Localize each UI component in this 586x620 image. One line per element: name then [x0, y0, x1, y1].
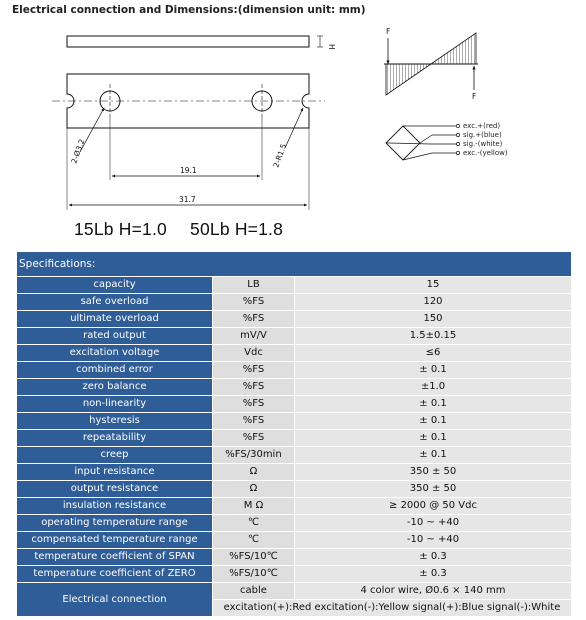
spec-unit: ℃	[213, 515, 295, 532]
spec-row	[17, 430, 572, 447]
spec-unit: %FS	[213, 379, 295, 396]
spec-row	[17, 362, 572, 379]
spec-value: ± 0.1	[295, 430, 572, 447]
side-view	[67, 36, 336, 50]
variant-50lb: 50Lb H=1.8	[190, 219, 284, 239]
force-bottom-label: F	[472, 92, 477, 101]
spec-row	[17, 498, 572, 515]
spec-value: ± 0.1	[295, 447, 572, 464]
spec-value: 1.5±0.15	[295, 328, 572, 345]
spec-value: -10 ~ +40	[295, 515, 572, 532]
spec-row	[17, 464, 572, 481]
spec-unit: %FS	[213, 413, 295, 430]
spec-name: operating temperature range	[17, 515, 213, 532]
top-view	[52, 74, 325, 210]
spec-unit: Vdc	[213, 345, 295, 362]
spec-row	[17, 277, 572, 294]
spec-unit: %FS	[213, 396, 295, 413]
spec-unit: Ω	[213, 464, 295, 481]
spec-value: ±1.0	[295, 379, 572, 396]
spec-row	[17, 294, 572, 311]
spec-row	[17, 481, 572, 498]
spec-name: temperature coefficient of ZERO	[17, 566, 213, 583]
spec-value: ± 0.1	[295, 362, 572, 379]
spec-row	[17, 549, 572, 566]
spec-value: ± 0.3	[295, 549, 572, 566]
cable-value: 4 color wire, Ø0.6 × 140 mm	[295, 583, 572, 600]
spec-row	[17, 566, 572, 583]
spec-name: repeatability	[17, 430, 213, 447]
spec-value: 15	[295, 277, 572, 294]
spec-row	[17, 311, 572, 328]
spec-name: input resistance	[17, 464, 213, 481]
spec-row	[17, 345, 572, 362]
dimension-drawing	[0, 0, 586, 250]
spec-unit: %FS	[213, 311, 295, 328]
cable-label: cable	[213, 583, 295, 600]
spec-value: 350 ± 50	[295, 481, 572, 498]
spec-title: Specifications:	[17, 252, 572, 277]
spec-name: non-linearity	[17, 396, 213, 413]
hole-dim-label: 2-Ø3.2	[69, 137, 87, 165]
section-heading: Electrical connection and Dimensions:(dimension unit: mm)	[12, 4, 366, 16]
spec-name: compensated temperature range	[17, 532, 213, 549]
force-top-label: F	[386, 27, 391, 36]
spec-name: insulation resistance	[17, 498, 213, 515]
variant-15lb: 15Lb H=1.0	[74, 219, 167, 239]
spec-name: hysteresis	[17, 413, 213, 430]
spec-value: ± 0.1	[295, 413, 572, 430]
spec-unit: %FS/10℃	[213, 549, 295, 566]
spec-unit: %FS/10℃	[213, 566, 295, 583]
center-dim-label: 19.1	[180, 166, 197, 175]
radius-dim-label: 2-R1.5	[271, 142, 289, 169]
wire-label-exc-minus: exc.-(yellow)	[463, 149, 508, 157]
spec-unit: ℃	[213, 532, 295, 549]
spec-name: Electrical connection	[17, 583, 213, 617]
spec-value: 150	[295, 311, 572, 328]
spec-name: ultimate overload	[17, 311, 213, 328]
spec-name: output resistance	[17, 481, 213, 498]
spec-unit: LB	[213, 277, 295, 294]
spec-unit: %FS/30min	[213, 447, 295, 464]
spec-value: ≤6	[295, 345, 572, 362]
wire-label-sig-plus: sig.+(blue)	[463, 131, 502, 139]
spec-unit: mV/V	[213, 328, 295, 345]
spec-row	[17, 328, 572, 345]
spec-value: ± 0.1	[295, 396, 572, 413]
wire-label-sig-minus: sig.-(white)	[463, 140, 503, 148]
spec-unit: M Ω	[213, 498, 295, 515]
spec-value: ≥ 2000 @ 50 Vdc	[295, 498, 572, 515]
spec-name: safe overload	[17, 294, 213, 311]
spec-row	[17, 396, 572, 413]
force-diagram	[384, 27, 478, 101]
spec-table	[16, 251, 572, 617]
spec-value: 350 ± 50	[295, 464, 572, 481]
spec-value: ± 0.3	[295, 566, 572, 583]
spec-header-row	[17, 252, 572, 277]
spec-name: rated output	[17, 328, 213, 345]
spec-name: temperature coefficient of SPAN	[17, 549, 213, 566]
spec-unit: %FS	[213, 430, 295, 447]
spec-name: zero balance	[17, 379, 213, 396]
spec-row-electrical	[17, 583, 572, 600]
wiring-diagram	[386, 122, 508, 160]
wiring-colors: excitation(+):Red excitation(-):Yellow signal(+):Blue signal(-):White	[213, 600, 572, 617]
spec-name: excitation voltage	[17, 345, 213, 362]
spec-name: capacity	[17, 277, 213, 294]
height-label: H	[327, 44, 336, 50]
spec-row	[17, 413, 572, 430]
spec-row	[17, 447, 572, 464]
spec-unit: %FS	[213, 294, 295, 311]
spec-name: combined error	[17, 362, 213, 379]
spec-row	[17, 515, 572, 532]
spec-unit: %FS	[213, 362, 295, 379]
spec-row	[17, 532, 572, 549]
spec-name: creep	[17, 447, 213, 464]
spec-unit: Ω	[213, 481, 295, 498]
spec-value: -10 ~ +40	[295, 532, 572, 549]
spec-row	[17, 379, 572, 396]
wire-label-exc-plus: exc.+(red)	[463, 122, 501, 130]
length-dim-label: 31.7	[179, 195, 196, 204]
model-variants	[74, 219, 283, 240]
spec-value: 120	[295, 294, 572, 311]
